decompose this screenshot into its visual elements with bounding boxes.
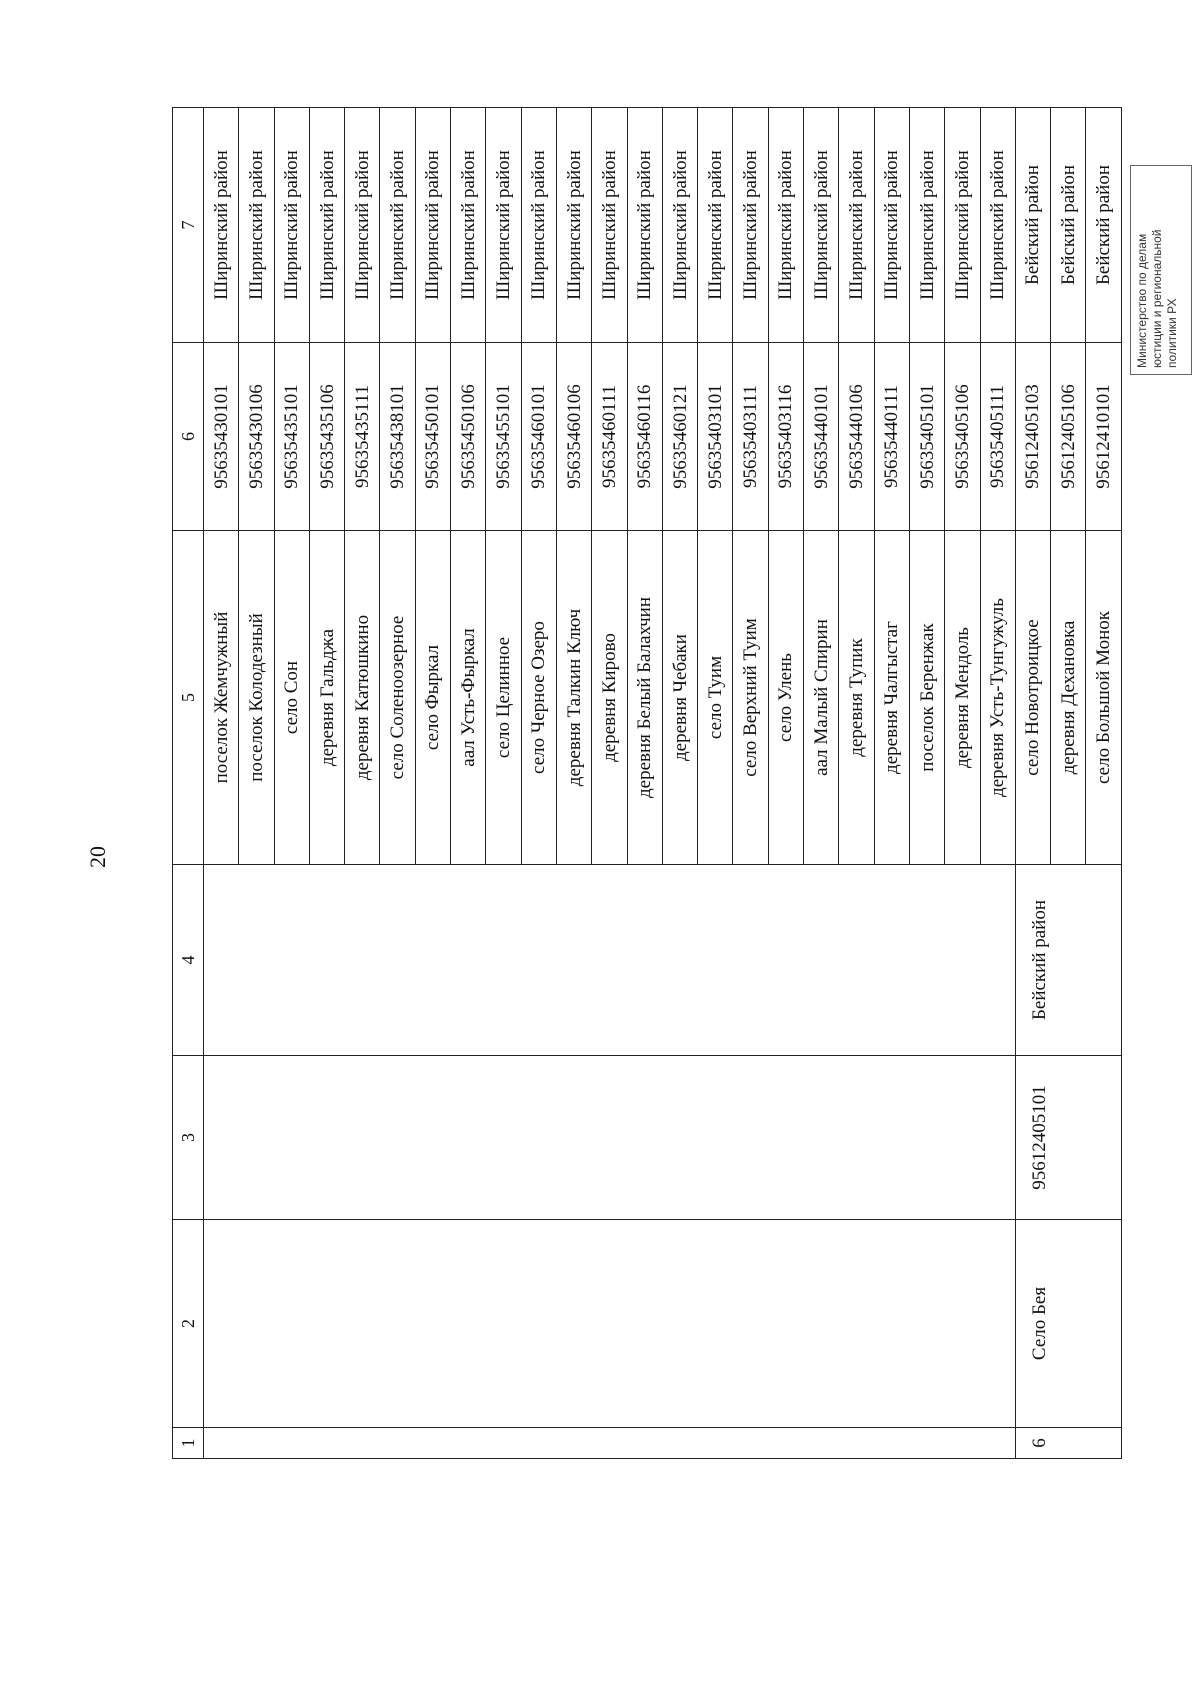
row-district-cell: Ширинский район	[380, 108, 415, 343]
locality-cell: село Черное Озеро	[521, 531, 556, 865]
table-row	[204, 108, 239, 1459]
row-district-cell: Ширинский район	[980, 108, 1015, 343]
locality-cell: деревня Талкин Ключ	[556, 531, 591, 865]
column-header: 6	[173, 343, 204, 531]
row-district-cell: Ширинский район	[733, 108, 768, 343]
row-district-cell: Ширинский район	[309, 108, 344, 343]
row-district-cell: Ширинский район	[627, 108, 662, 343]
row-district-cell: Ширинский район	[556, 108, 591, 343]
code-cell: 95635403111	[733, 343, 768, 531]
row-district-cell: Ширинский район	[274, 108, 309, 343]
settlement-code-cell	[204, 1056, 1016, 1220]
settlement-cell: Село Бея	[1015, 1220, 1121, 1428]
locality-cell: деревня Катюшкино	[345, 531, 380, 865]
column-header: 3	[173, 1056, 204, 1220]
code-cell: 95635405106	[945, 343, 980, 531]
row-district-cell: Ширинский район	[592, 108, 627, 343]
table-header-row	[173, 108, 204, 1459]
locality-cell: село Туим	[698, 531, 733, 865]
locality-cell: деревня Дехановка	[1051, 531, 1086, 865]
locality-cell: деревня Чалгыстаг	[874, 531, 909, 865]
code-cell: 95612405106	[1051, 343, 1086, 531]
settlement-code-cell: 95612405101	[1015, 1056, 1121, 1220]
row-district-cell: Ширинский район	[521, 108, 556, 343]
locality-cell: аал Усть-Фыркал	[451, 531, 486, 865]
number-cell	[204, 1428, 1016, 1459]
locality-cell: деревня Белый Балахчин	[627, 531, 662, 865]
document-table-wrapper	[172, 108, 1121, 1459]
code-cell: 95635430106	[239, 343, 274, 531]
settlement-cell	[204, 1220, 1016, 1428]
locality-cell: село Сон	[274, 531, 309, 865]
locality-cell: село Улень	[768, 531, 803, 865]
code-cell: 95635405111	[980, 343, 1015, 531]
row-district-cell: Ширинский район	[804, 108, 839, 343]
row-district-cell: Ширинский район	[486, 108, 521, 343]
code-cell: 95635438101	[380, 343, 415, 531]
locality-cell: аал Малый Спирин	[804, 531, 839, 865]
registration-stamp	[1130, 165, 1192, 375]
code-cell: 95635440106	[839, 343, 874, 531]
code-cell: 95635430101	[204, 343, 239, 531]
row-district-cell: Ширинский район	[874, 108, 909, 343]
column-header: 7	[173, 108, 204, 343]
row-district-cell: Ширинский район	[345, 108, 380, 343]
code-cell: 95635455101	[486, 343, 521, 531]
row-district-cell: Ширинский район	[415, 108, 450, 343]
number-cell: 6	[1015, 1428, 1121, 1459]
code-cell: 95635460116	[627, 343, 662, 531]
row-district-cell: Бейский район	[1015, 108, 1050, 343]
table-row	[1015, 108, 1050, 1459]
code-cell: 95635440101	[804, 343, 839, 531]
locality-cell: поселок Беренжак	[909, 531, 944, 865]
district-cell: Бейский район	[1015, 865, 1121, 1056]
code-cell: 95635403116	[768, 343, 803, 531]
locality-cell: деревня Усть-Тунгужуль	[980, 531, 1015, 865]
locality-cell: поселок Жемчужный	[204, 531, 239, 865]
settlements-table	[172, 107, 1122, 1459]
locality-cell: деревня Чебаки	[662, 531, 697, 865]
locality-cell: деревня Кирово	[592, 531, 627, 865]
locality-cell: деревня Мендоль	[945, 531, 980, 865]
code-cell: 95635405101	[909, 343, 944, 531]
row-district-cell: Ширинский район	[768, 108, 803, 343]
code-cell: 95635435101	[274, 343, 309, 531]
row-district-cell: Бейский район	[1051, 108, 1086, 343]
code-cell: 95635460121	[662, 343, 697, 531]
code-cell: 95635460106	[556, 343, 591, 531]
row-district-cell: Ширинский район	[451, 108, 486, 343]
row-district-cell: Ширинский район	[204, 108, 239, 343]
row-district-cell: Ширинский район	[662, 108, 697, 343]
locality-cell: село Целинное	[486, 531, 521, 865]
code-cell: 95635435106	[309, 343, 344, 531]
stamp-line: Министерство по делам	[1135, 233, 1149, 368]
page-number: 20	[85, 846, 110, 868]
locality-cell: поселок Колодезный	[239, 531, 274, 865]
table-body	[173, 108, 1122, 1459]
row-district-cell: Бейский район	[1086, 108, 1121, 343]
row-district-cell: Ширинский район	[698, 108, 733, 343]
code-cell: 95635460101	[521, 343, 556, 531]
code-cell: 95612410101	[1086, 343, 1121, 531]
locality-cell: деревня Гальджа	[309, 531, 344, 865]
locality-cell: деревня Тупик	[839, 531, 874, 865]
row-district-cell: Ширинский район	[909, 108, 944, 343]
locality-cell: село Фыркал	[415, 531, 450, 865]
code-cell: 95635450106	[451, 343, 486, 531]
column-header: 2	[173, 1220, 204, 1428]
row-district-cell: Ширинский район	[839, 108, 874, 343]
code-cell: 95635435111	[345, 343, 380, 531]
locality-cell: село Новотроицкое	[1015, 531, 1050, 865]
code-cell: 95635450101	[415, 343, 450, 531]
locality-cell: село Большой Монок	[1086, 531, 1121, 865]
locality-cell: село Верхний Туим	[733, 531, 768, 865]
code-cell: 95612405103	[1015, 343, 1050, 531]
district-cell	[204, 865, 1016, 1056]
code-cell: 95635460111	[592, 343, 627, 531]
code-cell: 95635440111	[874, 343, 909, 531]
column-header: 4	[173, 865, 204, 1056]
stamp-line: юстиции и региональной	[1150, 229, 1164, 368]
row-district-cell: Ширинский район	[945, 108, 980, 343]
locality-cell: село Соленоозерное	[380, 531, 415, 865]
row-district-cell: Ширинский район	[239, 108, 274, 343]
column-header: 1	[173, 1428, 204, 1459]
stamp-line: политики РХ	[1165, 298, 1179, 368]
column-header: 5	[173, 531, 204, 865]
code-cell: 95635403101	[698, 343, 733, 531]
